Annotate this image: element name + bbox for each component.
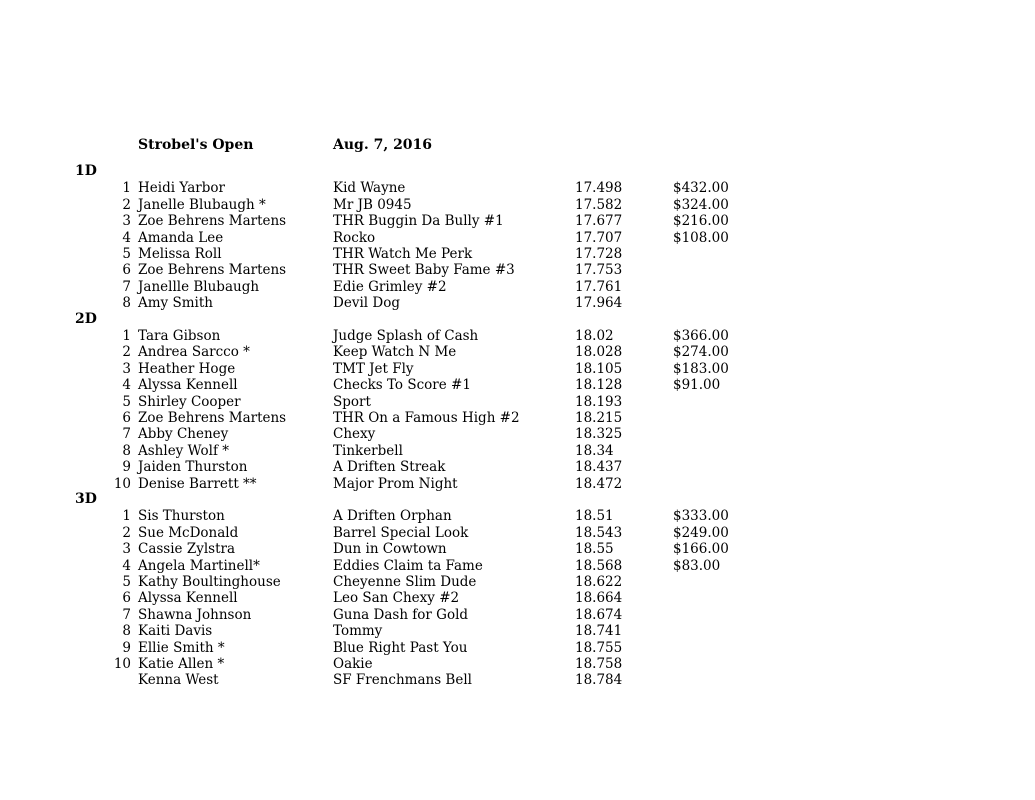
placing: 8 [122,623,131,640]
placing: 4 [122,377,131,394]
rider-name: Ellie Smith * [138,639,225,656]
table-row [0,558,1035,574]
horse-name: Tommy [333,623,383,640]
placing: 10 [113,475,131,492]
placing: 5 [122,393,131,410]
table-row [0,180,1035,196]
rider-name: Angela Martinell* [138,557,260,574]
horse-name: Blue Right Past You [333,639,468,656]
division-label: 3D [75,491,97,507]
rider-name: Abby Cheney [138,426,229,443]
rider-name: Cassie Zylstra [138,541,236,558]
prize-money: $333.00 [673,508,729,525]
placing: 7 [122,278,131,295]
rider-name: Andrea Sarcco * [138,344,250,361]
horse-name: Kid Wayne [333,180,406,197]
run-time: 18.437 [575,459,623,476]
prize-money: $108.00 [673,229,729,246]
placing: 8 [122,442,131,459]
rider-name: Jaiden Thurston [138,459,248,476]
horse-name: TMT Jet Fly [333,360,414,377]
table-row [0,246,1035,262]
rider-name: Zoe Behrens Martens [138,410,287,426]
horse-name: Dun in Cowtown [333,541,447,558]
table-row [0,426,1035,442]
horse-name: THR On a Famous High #2 [333,410,520,426]
rider-name: Amanda Lee [138,229,224,246]
rider-name: Alyssa Kennell [138,377,238,394]
prize-money: $274.00 [673,344,729,361]
run-time: 18.755 [575,639,623,656]
horse-name: Judge Splash of Cash [333,328,479,344]
horse-name: A Driften Orphan [333,508,452,525]
placing: 8 [122,295,131,312]
rider-name: Alyssa Kennell [138,590,238,607]
table-row [0,607,1035,623]
horse-name: Eddies Claim ta Fame [333,557,483,574]
table-row [0,623,1035,639]
rider-name: Kenna West [138,672,219,689]
table-row [0,394,1035,410]
prize-money: $249.00 [673,524,729,541]
placing: 3 [122,360,131,377]
table-row [0,328,1035,344]
run-time: 17.761 [575,278,623,295]
placing: 9 [122,639,131,656]
horse-name: Mr JB 0945 [333,196,412,213]
placing: 2 [122,196,131,213]
placing: 6 [122,590,131,607]
rider-name: Sue McDonald [138,524,239,541]
rider-name: Zoe Behrens Martens [138,213,287,230]
run-time: 17.582 [575,196,623,213]
horse-name: Edie Grimley #2 [333,278,447,295]
table-row [0,476,1035,492]
prize-money: $91.00 [673,377,721,394]
table-row [0,574,1035,590]
placing: 4 [122,229,131,246]
horse-name: Barrel Special Look [333,524,469,541]
horse-name: Major Prom Night [333,475,458,492]
run-time: 18.105 [575,360,623,377]
run-time: 17.728 [575,246,623,262]
division-label: 1D [75,163,97,179]
prize-money: $83.00 [673,557,721,574]
horse-name: Cheyenne Slim Dude [333,574,477,590]
table-row [0,541,1035,557]
run-time: 18.51 [575,508,614,525]
run-time: 18.325 [575,426,623,443]
rider-name: Tara Gibson [138,328,221,344]
prize-money: $324.00 [673,196,729,213]
table-row [0,262,1035,278]
horse-name: Guna Dash for Gold [333,606,469,623]
run-time: 18.664 [575,590,623,607]
prize-money: $366.00 [673,328,729,344]
table-row [0,344,1035,360]
run-time: 18.028 [575,344,623,361]
table-row [0,213,1035,229]
placing: 9 [122,459,131,476]
placing: 3 [122,213,131,230]
placing: 2 [122,524,131,541]
placing: 10 [113,656,131,672]
table-row [0,197,1035,213]
rider-name: Sis Thurston [138,508,225,525]
run-time: 18.34 [575,442,614,459]
placing: 3 [122,541,131,558]
table-row [0,361,1035,377]
table-row [0,279,1035,295]
placing: 1 [122,328,131,344]
event-date: Aug. 7, 2016 [333,137,433,153]
table-row [0,590,1035,606]
rider-name: Katie Allen * [138,656,225,672]
horse-name: Devil Dog [333,295,400,312]
run-time: 18.472 [575,475,623,492]
prize-money: $166.00 [673,541,729,558]
rider-name: Shawna Johnson [138,606,252,623]
horse-name: Leo San Chexy #2 [333,590,460,607]
run-time: 18.674 [575,606,623,623]
table-row [0,410,1035,426]
rider-name: Janellle Blubaugh [138,278,260,295]
rider-name: Melissa Roll [138,246,222,262]
run-time: 17.498 [575,180,623,197]
table-row [0,672,1035,688]
placing: 6 [122,410,131,426]
run-time: 18.193 [575,393,623,410]
run-time: 18.128 [575,377,623,394]
run-time: 18.568 [575,557,623,574]
table-row [0,230,1035,246]
table-row [0,295,1035,311]
rider-name: Ashley Wolf * [138,442,230,459]
event-title: Strobel's Open [138,137,254,153]
horse-name: THR Buggin Da Bully #1 [333,213,504,230]
table-row [0,656,1035,672]
run-time: 18.543 [575,524,623,541]
table-row [0,459,1035,475]
table-row [0,525,1035,541]
run-time: 18.784 [575,672,623,689]
horse-name: Rocko [333,229,376,246]
horse-name: A Driften Streak [333,459,446,476]
horse-name: Oakie [333,656,373,672]
run-time: 17.707 [575,229,623,246]
horse-name: SF Frenchmans Bell [333,672,472,689]
placing: 2 [122,344,131,361]
placing: 7 [122,606,131,623]
table-row [0,640,1035,656]
placing: 1 [122,508,131,525]
placing: 5 [122,246,131,262]
placing: 7 [122,426,131,443]
run-time: 17.964 [575,295,623,312]
prize-money: $183.00 [673,360,729,377]
run-time: 17.677 [575,213,623,230]
horse-name: Checks To Score #1 [333,377,471,394]
run-time: 17.753 [575,262,623,279]
table-row [0,443,1035,459]
horse-name: THR Watch Me Perk [333,246,473,262]
table-row [0,508,1035,524]
horse-name: Keep Watch N Me [333,344,457,361]
run-time: 18.758 [575,656,623,672]
rider-name: Denise Barrett ** [138,475,257,492]
horse-name: Sport [333,393,371,410]
rider-name: Heidi Yarbor [138,180,225,197]
run-time: 18.622 [575,574,623,590]
horse-name: THR Sweet Baby Fame #3 [333,262,515,279]
prize-money: $432.00 [673,180,729,197]
rider-name: Heather Hoge [138,360,236,377]
placing: 4 [122,557,131,574]
horse-name: Tinkerbell [333,442,403,459]
table-row [0,377,1035,393]
prize-money: $216.00 [673,213,729,230]
horse-name: Chexy [333,426,376,443]
run-time: 18.215 [575,410,623,426]
run-time: 18.741 [575,623,623,640]
placing: 1 [122,180,131,197]
rider-name: Zoe Behrens Martens [138,262,287,279]
rider-name: Shirley Cooper [138,393,241,410]
division-label: 2D [75,310,97,327]
placing: 6 [122,262,131,279]
rider-name: Amy Smith [138,295,213,312]
run-time: 18.55 [575,541,614,558]
placing: 5 [122,574,131,590]
rider-name: Kaiti Davis [138,623,213,640]
rider-name: Janelle Blubaugh * [138,196,266,213]
run-time: 18.02 [575,328,614,344]
rider-name: Kathy Boultinghouse [138,574,281,590]
